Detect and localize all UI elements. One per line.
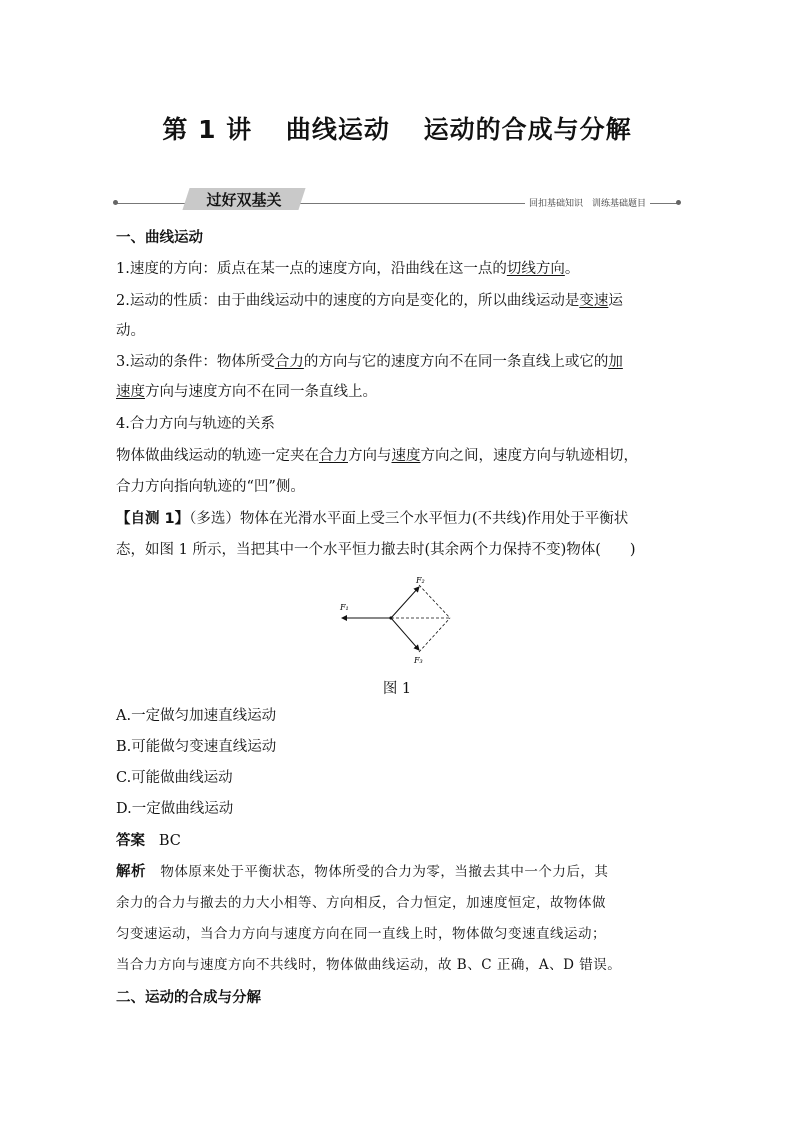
- analysis-line-1: [116, 862, 682, 882]
- paragraph-1: [116, 259, 682, 279]
- option-d: D.一定做曲线运动: [116, 801, 234, 817]
- label-f3: F₃: [414, 656, 423, 665]
- force-f2-arrow: [391, 587, 419, 618]
- answer: [116, 831, 682, 851]
- label-f1: F₁: [340, 603, 349, 612]
- object-point: [389, 616, 392, 619]
- underlined-term: 速度: [391, 448, 421, 464]
- banner-subtitle: 回扣基础知识 训练基础题目: [525, 196, 650, 209]
- question-1: [116, 509, 682, 529]
- text: 的方向与它的速度方向不在同一条直线上或它的: [303, 354, 609, 370]
- text: 运: [608, 293, 623, 309]
- text: 方向之间，速度方向与轨迹相切，: [420, 448, 638, 464]
- banner-label: 过好双基关: [206, 191, 282, 209]
- text: 方向与速度方向不在同一条直线上。: [145, 384, 377, 400]
- underlined-term: 速度: [116, 384, 145, 400]
- paragraph-4: [116, 446, 682, 466]
- force-f3-arrow: [391, 618, 419, 650]
- dashed-edge: [419, 585, 450, 618]
- analysis-line-2: 余力的合力与撤去的力大小相等、方向相反，合力恒定，加速度恒定，故物体做: [116, 895, 606, 911]
- question-text: （多选）物体在光滑水平面上受三个水平恒力(不共线)作用处于平衡状: [189, 511, 629, 527]
- question-tag: 【自测 1】: [116, 511, 190, 527]
- underlined-term: 切线方向: [506, 261, 565, 277]
- underlined-term: 变速: [579, 293, 609, 309]
- page-title: [0, 110, 794, 146]
- option-c: C.可能做曲线运动: [116, 770, 233, 786]
- paragraph-4-heading: 4.合力方向与轨迹的关系: [116, 416, 275, 432]
- paragraph-4-cont: 合力方向指向轨迹的“凹”侧。: [116, 479, 305, 495]
- answer-value: BC: [158, 833, 181, 849]
- underlined-term: 合力: [319, 448, 348, 464]
- answer-label: 答案: [116, 833, 145, 849]
- text: 。: [564, 261, 580, 277]
- analysis-label: 解析: [116, 864, 146, 880]
- paragraph-2: [116, 291, 682, 311]
- option-a: A.一定做匀加速直线运动: [116, 708, 277, 724]
- label-f2: F₂: [416, 576, 425, 585]
- analysis-line-4: 当合力方向与速度方向不共线时，物体做曲线运动，故 B、C 正确，A、D 错误。: [116, 957, 622, 973]
- underlined-term: 合力: [274, 354, 304, 370]
- text: 物体做曲线运动的轨迹一定夹在: [116, 448, 319, 464]
- section-banner: [116, 188, 678, 210]
- section-heading-2: 二、运动的合成与分解: [116, 990, 261, 1006]
- lecture-number: 第 1 讲: [162, 115, 253, 144]
- force-diagram-svg: [330, 575, 460, 665]
- banner-dot-left: [113, 200, 118, 205]
- banner-dot-right: [676, 200, 681, 205]
- force-diagram: [330, 575, 460, 665]
- paragraph-3-cont: [116, 382, 682, 402]
- section-heading-1: 一、曲线运动: [116, 230, 203, 246]
- question-1-cont: 态，如图 1 所示，当把其中一个水平恒力撤去时(其余两个力保持不变)物体( ): [116, 542, 636, 558]
- figure-caption: 图 1: [382, 681, 412, 697]
- dashed-edge: [419, 618, 450, 652]
- title-topic-1: 曲线运动: [285, 115, 390, 144]
- text: 3.运动的条件：物体所受: [116, 354, 275, 370]
- paragraph-3: [116, 352, 682, 372]
- text: 2.运动的性质：由于曲线运动中的速度的方向是变化的，所以曲线运动是: [116, 293, 580, 309]
- paragraph-2-cont: 动。: [116, 323, 145, 339]
- analysis-text: 物体原来处于平衡状态，物体所受的合力为零，当撤去其中一个力后，其: [160, 864, 609, 880]
- text: 方向与: [348, 448, 392, 464]
- option-b: B.可能做匀变速直线运动: [116, 739, 277, 755]
- text: 1.速度的方向：质点在某一点的速度方向，沿曲线在这一点的: [116, 261, 507, 277]
- analysis-line-3: 匀变速运动，当合力方向与速度方向在同一直线上时，物体做匀变速直线运动；: [116, 926, 606, 942]
- underlined-term: 加: [608, 354, 623, 370]
- title-topic-2: 运动的合成与分解: [423, 115, 632, 144]
